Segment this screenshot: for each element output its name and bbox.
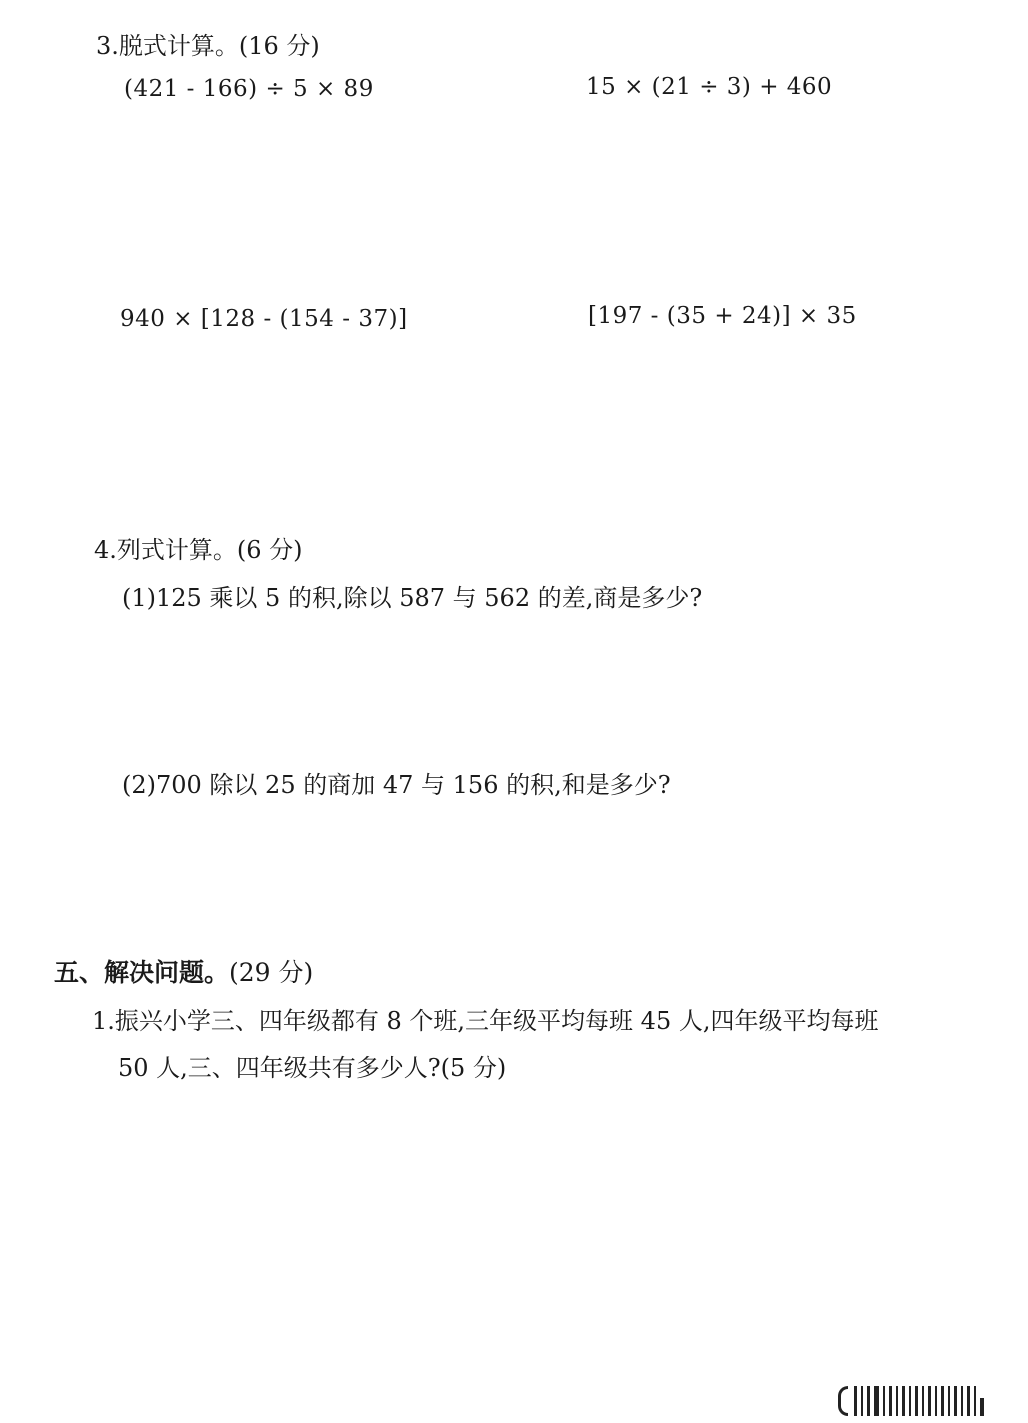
barcode-bar [974,1386,976,1416]
barcode-bar [941,1386,944,1416]
barcode-bracket [838,1386,848,1416]
barcode-bar [861,1386,863,1416]
barcode-bar [928,1386,931,1416]
barcode-bar [935,1386,937,1416]
barcode-bar [922,1386,924,1416]
barcode-bar [896,1386,898,1416]
barcode-bar [883,1386,885,1416]
question-4-1: (1)125 乘以 5 的积,除以 587 与 562 的差,商是多少? [122,584,703,612]
expression-1: (421 - 166) ÷ 5 × 89 [124,76,374,102]
barcode-bar [915,1386,918,1416]
section-5-title: 五、解决问题。 [54,958,230,987]
problem-5-1-line-1: 1.振兴小学三、四年级都有 8 个班,三年级平均每班 45 人,四年级平均每班 [92,1007,879,1035]
section-5-score: (29 分) [229,958,314,987]
barcode-bar [980,1398,984,1416]
expression-3: 940 × [128 - (154 - 37)] [120,306,408,332]
barcode-bar [854,1386,857,1416]
barcode-bar [889,1386,892,1416]
barcode-bar [967,1386,970,1416]
problem-5-1-line-2: 50 人,三、四年级共有多少人?(5 分) [118,1054,507,1082]
barcode-bar [867,1386,870,1416]
barcode-bar [902,1386,905,1416]
barcode-bar [948,1386,950,1416]
section-4-heading: 4.列式计算。(6 分) [94,536,303,564]
section-3-heading: 3.脱式计算。(16 分) [96,32,320,60]
expression-2: 15 × (21 ÷ 3) + 460 [586,74,833,100]
barcode-bar [961,1386,963,1416]
barcode-mark [838,1382,1004,1416]
question-4-2: (2)700 除以 25 的商加 47 与 156 的积,和是多少? [122,771,671,799]
barcode-bar [874,1386,879,1416]
section-5-heading [54,960,313,985]
expression-4: [197 - (35 + 24)] × 35 [588,303,857,329]
barcode-bar [954,1386,957,1416]
barcode-bar [909,1386,911,1416]
